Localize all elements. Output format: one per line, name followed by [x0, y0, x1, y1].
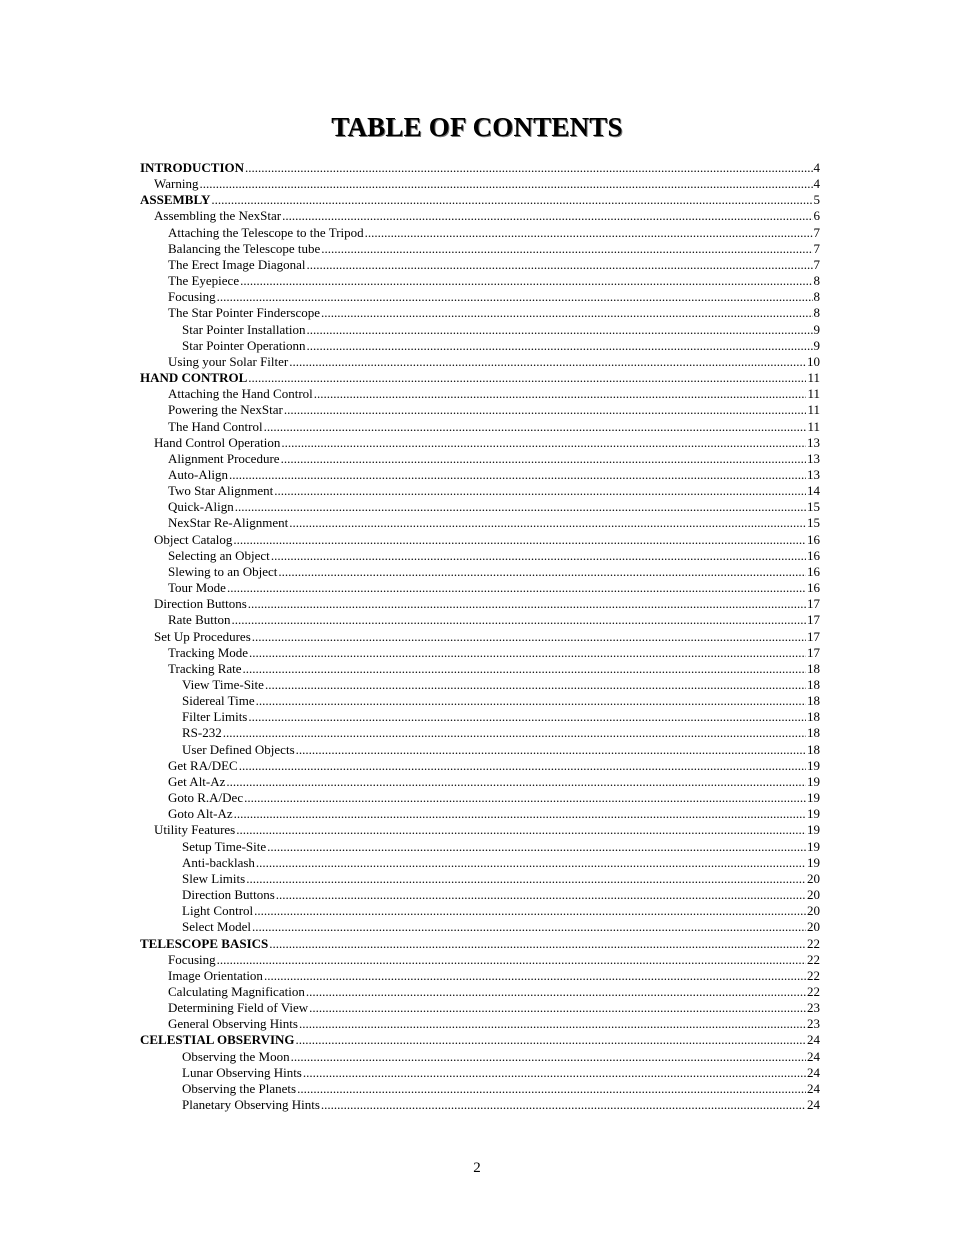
toc-entry[interactable] — [140, 1016, 820, 1032]
toc-entry-label: Using your Solar Filter — [168, 353, 289, 369]
toc-entry-page: 22 — [807, 951, 820, 967]
toc-entry-page: 11 — [807, 370, 820, 386]
dot-leader — [321, 241, 812, 257]
toc-entry-page: 10 — [807, 353, 820, 369]
toc-entry-label: Observing the Planets — [182, 1080, 297, 1096]
toc-entry-page: 14 — [807, 483, 820, 499]
dot-leader — [314, 386, 807, 402]
toc-entry-page: 22 — [807, 983, 820, 999]
toc-entry-page: 16 — [807, 563, 820, 579]
toc-entry-page: 17 — [807, 596, 820, 612]
toc-entry[interactable] — [140, 1065, 820, 1081]
toc-entry-page: 18 — [807, 741, 820, 757]
toc-entry-page: 19 — [807, 822, 820, 838]
toc-entry-label: The Erect Image Diagonal — [168, 256, 306, 272]
toc-entry[interactable] — [140, 742, 820, 758]
dot-leader — [252, 919, 806, 935]
toc-entry-page: 18 — [807, 693, 820, 709]
dot-leader — [264, 419, 807, 435]
toc-entry-label: Focusing — [168, 951, 216, 967]
toc-entry[interactable] — [140, 952, 820, 968]
toc-entry[interactable] — [140, 709, 820, 725]
toc-entry[interactable] — [140, 822, 820, 838]
toc-entry-label: Tracking Mode — [168, 644, 249, 660]
toc-entry-label: Set Up Procedures — [154, 628, 251, 644]
toc-entry-label: Star Pointer Operationn — [182, 337, 306, 353]
toc-entry[interactable] — [140, 645, 820, 661]
toc-entry-label: The Hand Control — [168, 418, 263, 434]
toc-entry-label: Slew Limits — [182, 870, 246, 886]
dot-leader — [306, 338, 812, 354]
dot-leader — [244, 790, 806, 806]
toc-entry-label: Warning — [154, 176, 199, 192]
toc-entry[interactable] — [140, 338, 820, 354]
toc-entry[interactable] — [140, 532, 820, 548]
dot-leader — [321, 1097, 806, 1113]
toc-entry-label: Selecting an Object — [168, 547, 270, 563]
dot-leader — [306, 322, 812, 338]
toc-entry-page: 18 — [807, 709, 820, 725]
dot-leader — [303, 1065, 806, 1081]
toc-entry[interactable] — [140, 629, 820, 645]
dot-leader — [274, 483, 806, 499]
toc-entry-page: 18 — [807, 660, 820, 676]
dot-leader — [229, 467, 806, 483]
dot-leader — [243, 661, 806, 677]
toc-entry[interactable] — [140, 402, 820, 418]
toc-entry[interactable] — [140, 936, 820, 952]
toc-entry-label: Attaching the Hand Control — [168, 386, 313, 402]
dot-leader — [256, 855, 806, 871]
toc-entry[interactable] — [140, 305, 820, 321]
dot-leader — [234, 806, 806, 822]
toc-entry-page: 4 — [813, 176, 820, 192]
toc-entry[interactable] — [140, 612, 820, 628]
toc-entry[interactable] — [140, 774, 820, 790]
dot-leader — [236, 822, 806, 838]
toc-entry-label: Rate Button — [168, 612, 231, 628]
toc-entry[interactable] — [140, 499, 820, 515]
toc-entry-page: 16 — [807, 547, 820, 563]
toc-entry-page: 19 — [807, 806, 820, 822]
toc-entry[interactable] — [140, 467, 820, 483]
dot-leader — [249, 645, 806, 661]
toc-entry-page: 24 — [807, 1080, 820, 1096]
toc-entry[interactable] — [140, 370, 820, 386]
toc-entry[interactable] — [140, 693, 820, 709]
toc-entry-label: Hand Control Operation — [154, 434, 281, 450]
toc-entry[interactable] — [140, 790, 820, 806]
toc-entry-label: View Time-Site — [182, 677, 264, 692]
toc-entry[interactable] — [140, 548, 820, 564]
dot-leader — [223, 725, 806, 741]
dot-leader — [235, 499, 806, 515]
toc-entry-label: Sidereal Time — [182, 693, 255, 709]
toc-entry-page: 15 — [807, 515, 820, 531]
toc-entry-label: Select Model — [182, 919, 251, 935]
toc-entry[interactable] — [140, 208, 820, 224]
dot-leader — [199, 176, 812, 192]
toc-entry-label: Anti-backlash — [182, 854, 255, 870]
toc-entry-label: Setup Time-Site — [182, 838, 267, 854]
toc-entry-label: Powering the NexStar — [168, 402, 283, 418]
toc-entry-label: General Observing Hints — [168, 1016, 298, 1032]
toc-entry-page: 18 — [807, 677, 820, 692]
toc-entry-page: 20 — [807, 870, 820, 886]
toc-entry[interactable] — [140, 903, 820, 919]
toc-entry[interactable] — [140, 386, 820, 402]
toc-entry-page: 17 — [807, 644, 820, 660]
toc-entry-label: Observing the Moon — [182, 1048, 290, 1064]
toc-entry-label: Calculating Magnification — [168, 983, 305, 999]
toc-entry-label: Tour Mode — [168, 580, 226, 596]
dot-leader — [264, 968, 806, 984]
dot-leader — [289, 354, 806, 370]
toc-entry-label: Get RA/DEC — [168, 757, 238, 773]
toc-entry-page: 23 — [807, 1000, 820, 1016]
toc-entry[interactable] — [140, 1032, 820, 1048]
toc-entry[interactable] — [140, 225, 820, 241]
toc-entry-page: 19 — [807, 773, 820, 789]
toc-entry-page: 13 — [807, 434, 820, 450]
dot-leader — [269, 936, 806, 952]
toc-entry-page: 8 — [813, 305, 820, 321]
toc-entry[interactable] — [140, 483, 820, 499]
toc-entry-page: 6 — [813, 208, 820, 224]
dot-leader — [252, 629, 806, 645]
toc-entry-page: 8 — [813, 273, 820, 289]
toc-entry[interactable] — [140, 192, 820, 208]
toc-entry-label: Utility Features — [154, 822, 236, 838]
toc-entry-label: Balancing the Telescope tube — [168, 240, 321, 256]
toc-entry-page: 24 — [807, 1064, 820, 1080]
toc-entry-page: 9 — [813, 337, 820, 353]
toc-entry-page: 13 — [807, 450, 820, 466]
toc-entry[interactable] — [140, 596, 820, 612]
toc-entry[interactable] — [140, 661, 820, 677]
dot-leader — [321, 305, 813, 321]
toc-entry-label: Goto R.A/Dec — [168, 790, 244, 806]
toc-entry-page: 24 — [807, 1048, 820, 1064]
toc-entry-page: 9 — [813, 321, 820, 337]
dot-leader — [211, 192, 812, 208]
toc-entry[interactable] — [140, 1081, 820, 1097]
toc-entry[interactable] — [140, 806, 820, 822]
toc-entry-label: Attaching the Telescope to the Tripod — [168, 224, 364, 240]
toc-entry[interactable] — [140, 1097, 820, 1113]
table-of-contents — [140, 160, 820, 1113]
toc-entry-label: HAND CONTROL — [140, 370, 248, 386]
dot-leader — [271, 548, 806, 564]
toc-entry-label: Planetary Observing Hints — [182, 1097, 320, 1113]
toc-entry[interactable] — [140, 354, 820, 370]
toc-entry-page: 7 — [813, 256, 820, 272]
dot-leader — [248, 370, 806, 386]
dot-leader — [248, 596, 806, 612]
dot-leader — [248, 709, 806, 725]
toc-entry-page: 20 — [807, 887, 820, 903]
dot-leader — [265, 677, 806, 693]
dot-leader — [284, 402, 807, 418]
toc-entry-label: NexStar Re-Alignment — [168, 515, 289, 531]
toc-entry[interactable] — [140, 241, 820, 257]
toc-entry-label: Filter Limits — [182, 709, 248, 725]
toc-entry-page: 11 — [807, 402, 820, 418]
dot-leader — [226, 774, 806, 790]
toc-entry[interactable] — [140, 515, 820, 531]
dot-leader — [282, 208, 812, 224]
toc-entry[interactable] — [140, 677, 820, 693]
toc-entry-page: 23 — [807, 1016, 820, 1032]
toc-entry-page: 13 — [807, 466, 820, 482]
toc-entry[interactable] — [140, 725, 820, 741]
toc-entry-page: 20 — [807, 903, 820, 919]
toc-entry[interactable] — [140, 451, 820, 467]
toc-entry-page: 8 — [813, 289, 820, 305]
toc-entry-page: 4 — [813, 160, 820, 175]
toc-entry-label: Direction Buttons — [154, 596, 247, 612]
dot-leader — [309, 1000, 806, 1016]
toc-entry-label: Slewing to an Object — [168, 563, 278, 579]
toc-entry-label: Image Orientation — [168, 967, 263, 983]
toc-entry-label: Determining Field of View — [168, 1000, 309, 1016]
toc-entry[interactable] — [140, 176, 820, 192]
toc-entry-label: Assembling the NexStar — [154, 208, 282, 224]
toc-entry[interactable] — [140, 984, 820, 1000]
toc-entry-page: 22 — [807, 967, 820, 983]
toc-entry[interactable] — [140, 887, 820, 903]
toc-entry-label: Quick-Align — [168, 499, 234, 515]
dot-leader — [227, 580, 806, 596]
toc-entry[interactable] — [140, 919, 820, 935]
toc-entry[interactable] — [140, 968, 820, 984]
toc-entry-page: 16 — [807, 531, 820, 547]
dot-leader — [217, 952, 806, 968]
toc-entry[interactable] — [140, 273, 820, 289]
dot-leader — [296, 1032, 806, 1048]
toc-entry-page: 20 — [807, 919, 820, 935]
dot-leader — [307, 257, 813, 273]
toc-entry-label: Direction Buttons — [182, 887, 275, 903]
toc-entry-page: 16 — [807, 580, 820, 596]
toc-entry-label: Light Control — [182, 903, 254, 919]
dot-leader — [267, 839, 806, 855]
dot-leader — [276, 887, 806, 903]
dot-leader — [297, 1081, 806, 1097]
toc-entry-label: Tracking Rate — [168, 660, 242, 676]
toc-entry-page: 24 — [807, 1032, 820, 1048]
toc-entry-page: 15 — [807, 499, 820, 515]
dot-leader — [306, 984, 806, 1000]
toc-entry-page: 17 — [807, 612, 820, 628]
toc-entry-page: 22 — [807, 935, 820, 951]
toc-entry-page: 5 — [813, 192, 820, 208]
toc-entry-label: User Defined Objects — [182, 741, 295, 757]
toc-entry-label: Goto Alt-Az — [168, 806, 233, 822]
dot-leader — [296, 742, 806, 758]
toc-entry-label: Auto-Align — [168, 466, 228, 482]
dot-leader — [281, 451, 806, 467]
dot-leader — [291, 1049, 806, 1065]
dot-leader — [278, 564, 806, 580]
dot-leader — [289, 515, 806, 531]
toc-entry[interactable] — [140, 580, 820, 596]
toc-entry-label: The Eyepiece — [168, 273, 240, 289]
toc-entry-page: 11 — [807, 386, 820, 402]
toc-entry[interactable] — [140, 839, 820, 855]
toc-entry[interactable] — [140, 257, 820, 273]
dot-leader — [240, 273, 812, 289]
toc-entry[interactable] — [140, 160, 820, 176]
toc-entry[interactable] — [140, 871, 820, 887]
toc-entry[interactable] — [140, 855, 820, 871]
toc-entry-page: 18 — [807, 725, 820, 741]
toc-entry[interactable] — [140, 758, 820, 774]
toc-entry-page: 19 — [807, 757, 820, 773]
toc-entry[interactable] — [140, 1049, 820, 1065]
toc-entry-label: The Star Pointer Finderscope — [168, 305, 320, 321]
toc-entry[interactable] — [140, 322, 820, 338]
toc-entry-page: 19 — [807, 854, 820, 870]
toc-entry-label: ASSEMBLY — [140, 192, 211, 208]
toc-entry-label: CELESTIAL OBSERVING — [140, 1032, 295, 1048]
toc-entry-page: 11 — [807, 418, 820, 434]
dot-leader — [246, 871, 806, 887]
dot-leader — [254, 903, 806, 919]
toc-entry-label: TELESCOPE BASICS — [140, 935, 269, 951]
toc-entry-page: 24 — [807, 1097, 820, 1113]
dot-leader — [365, 225, 813, 241]
toc-entry-page: 17 — [807, 628, 820, 644]
toc-entry-page: 19 — [807, 790, 820, 806]
dot-leader — [256, 693, 806, 709]
dot-leader — [233, 532, 806, 548]
toc-entry[interactable] — [140, 289, 820, 305]
toc-entry[interactable] — [140, 419, 820, 435]
toc-entry[interactable] — [140, 564, 820, 580]
page-number: 2 — [473, 1160, 481, 1176]
toc-entry-label: RS-232 — [182, 725, 222, 741]
toc-entry-label: Two Star Alignment — [168, 483, 274, 499]
toc-entry[interactable] — [140, 435, 820, 451]
toc-entry-label: Star Pointer Installation — [182, 321, 306, 337]
toc-entry-label: INTRODUCTION — [140, 160, 245, 175]
dot-leader — [231, 612, 806, 628]
toc-entry-label: Alignment Procedure — [168, 450, 280, 466]
dot-leader — [299, 1016, 806, 1032]
dot-leader — [245, 160, 812, 176]
dot-leader — [239, 758, 806, 774]
toc-entry-label: Focusing — [168, 289, 216, 305]
toc-entry-label: Get Alt-Az — [168, 773, 226, 789]
dot-leader — [281, 435, 806, 451]
toc-entry-page: 19 — [807, 838, 820, 854]
toc-entry-page: 7 — [813, 240, 820, 256]
toc-entry[interactable] — [140, 1000, 820, 1016]
toc-entry-label: Lunar Observing Hints — [182, 1064, 302, 1080]
page-title: TABLE OF CONTENTS — [331, 112, 623, 142]
dot-leader — [217, 289, 813, 305]
toc-entry-label: Object Catalog — [154, 531, 233, 547]
toc-entry-page: 7 — [813, 224, 820, 240]
